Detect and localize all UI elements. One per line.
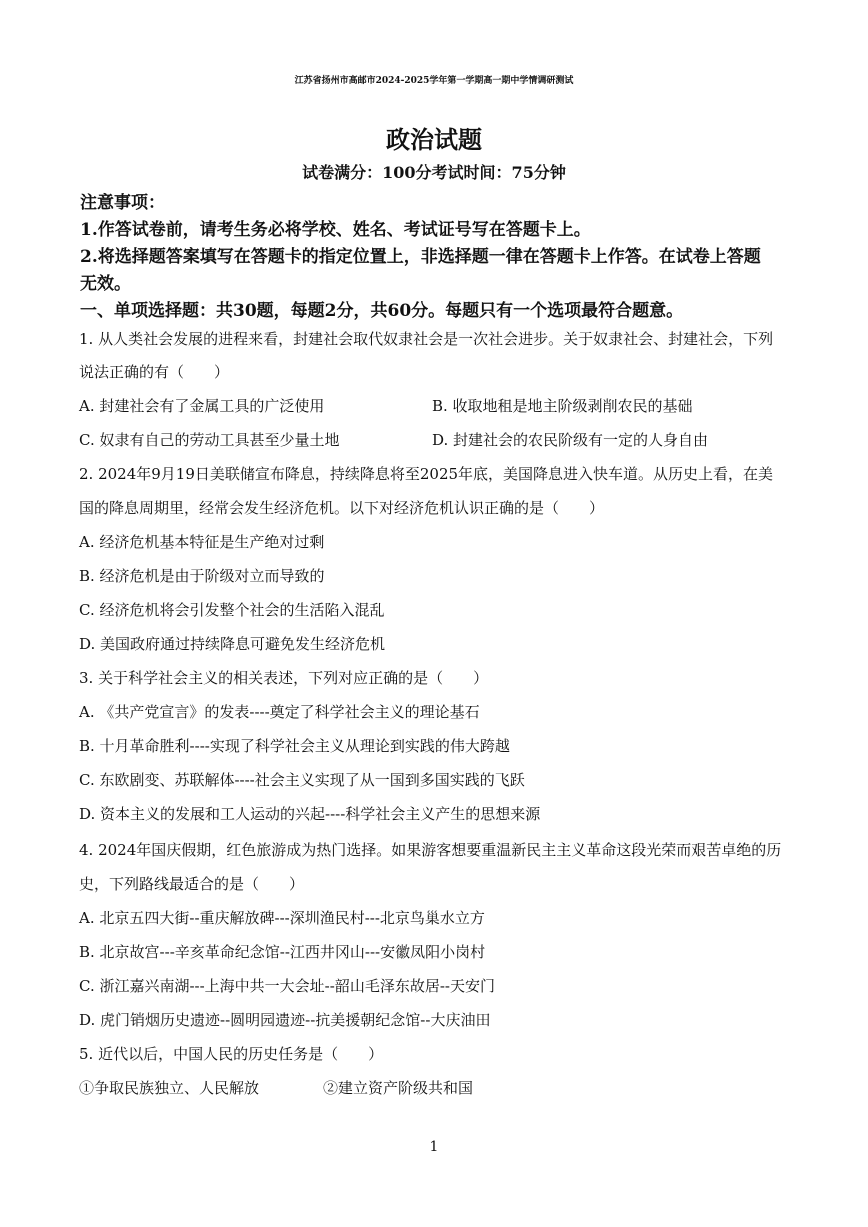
q3-stem: 3. 关于科学社会主义的相关表述，下列对应正确的是（ ） [79,669,489,687]
q4-stem-line1: 4. 2024年国庆假期，红色旅游成为热门选择。如果游客想要重温新民主主义革命这段光荣而艰苦卓绝的历 [79,841,782,859]
q2-option-a: A. 经济危机基本特征是生产绝对过剩 [79,533,325,551]
q4-option-c: C. 浙江嘉兴南湖---上海中共一大会址--韶山毛泽东故居--天安门 [79,977,495,995]
q1-option-c: C. 奴隶有自己的劳动工具甚至少量土地 [79,431,340,449]
q2-stem-line2: 国的降息周期里，经常会发生经济危机。以下对经济危机认识正确的是（ ） [79,499,605,517]
notice-item-2-line1: 2.将选择题答案填写在答题卡的指定位置上，非选择题一律在答题卡上作答。在试卷上答题 [80,247,761,267]
q5-option-1: ①争取民族独立、人民解放 [79,1079,260,1097]
q3-option-a: A. 《共产党宣言》的发表----奠定了科学社会主义的理论基石 [79,703,480,721]
exam-title-line2: 政治试题 [386,125,482,154]
q3-option-b: B. 十月革命胜利----实现了科学社会主义从理论到实践的伟大跨越 [79,737,510,755]
q5-stem: 5. 近代以后，中国人民的历史任务是（ ） [79,1045,384,1063]
q3-option-c: C. 东欧剧变、苏联解体----社会主义实现了从一国到多国实践的飞跃 [79,771,525,789]
notice-item-1: 1.作答试卷前，请考生务必将学校、姓名、考试证号写在答题卡上。 [80,220,591,240]
q4-option-a: A. 北京五四大街--重庆解放碑---深圳渔民村---北京鸟巢水立方 [79,909,485,927]
q4-stem-line2: 史，下列路线最适合的是（ ） [79,875,305,893]
q1-option-d: D. 封建社会的农民阶级有一定的人身自由 [432,431,709,449]
exam-title-line1: 江苏省扬州市高邮市2024-2025学年第一学期高一期中学情调研测试 [294,76,574,86]
notice-heading: 注意事项： [80,193,165,213]
q1-stem-line1: 1. 从人类社会发展的进程来看，封建社会取代奴隶社会是一次社会进步。关于奴隶社会、封建社会，下列 [79,330,774,348]
notice-item-2-line2: 无效。 [80,274,131,294]
exam-meta: 试卷满分：100分考试时间：75分钟 [302,163,566,182]
q2-option-d: D. 美国政府通过持续降息可避免发生经济危机 [79,635,386,653]
q1-stem-line2: 说法正确的有（ ） [79,363,230,381]
q2-option-b: B. 经济危机是由于阶级对立而导致的 [79,567,325,585]
section-heading: 一、单项选择题：共30题，每题2分，共60分。每题只有一个选项最符合题意。 [80,301,684,321]
q1-option-b: B. 收取地租是地主阶级剥削农民的基础 [432,397,693,415]
q5-option-2: ②建立资产阶级共和国 [323,1079,474,1097]
q4-option-d: D. 虎门销烟历史遗迹--圆明园遗迹--抗美援朝纪念馆--大庆油田 [79,1011,491,1029]
page-number: 1 [429,1139,439,1155]
q2-stem-line1: 2. 2024年9月19日美联储宣布降息，持续降息将至2025年底，美国降息进入快车道。从历史上看，在美 [79,465,774,483]
q3-option-d: D. 资本主义的发展和工人运动的兴起----科学社会主义产生的思想来源 [79,805,541,823]
q2-option-c: C. 经济危机将会引发整个社会的生活陷入混乱 [79,601,385,619]
q1-option-a: A. 封建社会有了金属工具的广泛使用 [79,397,325,415]
q4-option-b: B. 北京故宫---辛亥革命纪念馆--江西井冈山---安徽凤阳小岗村 [79,943,486,961]
